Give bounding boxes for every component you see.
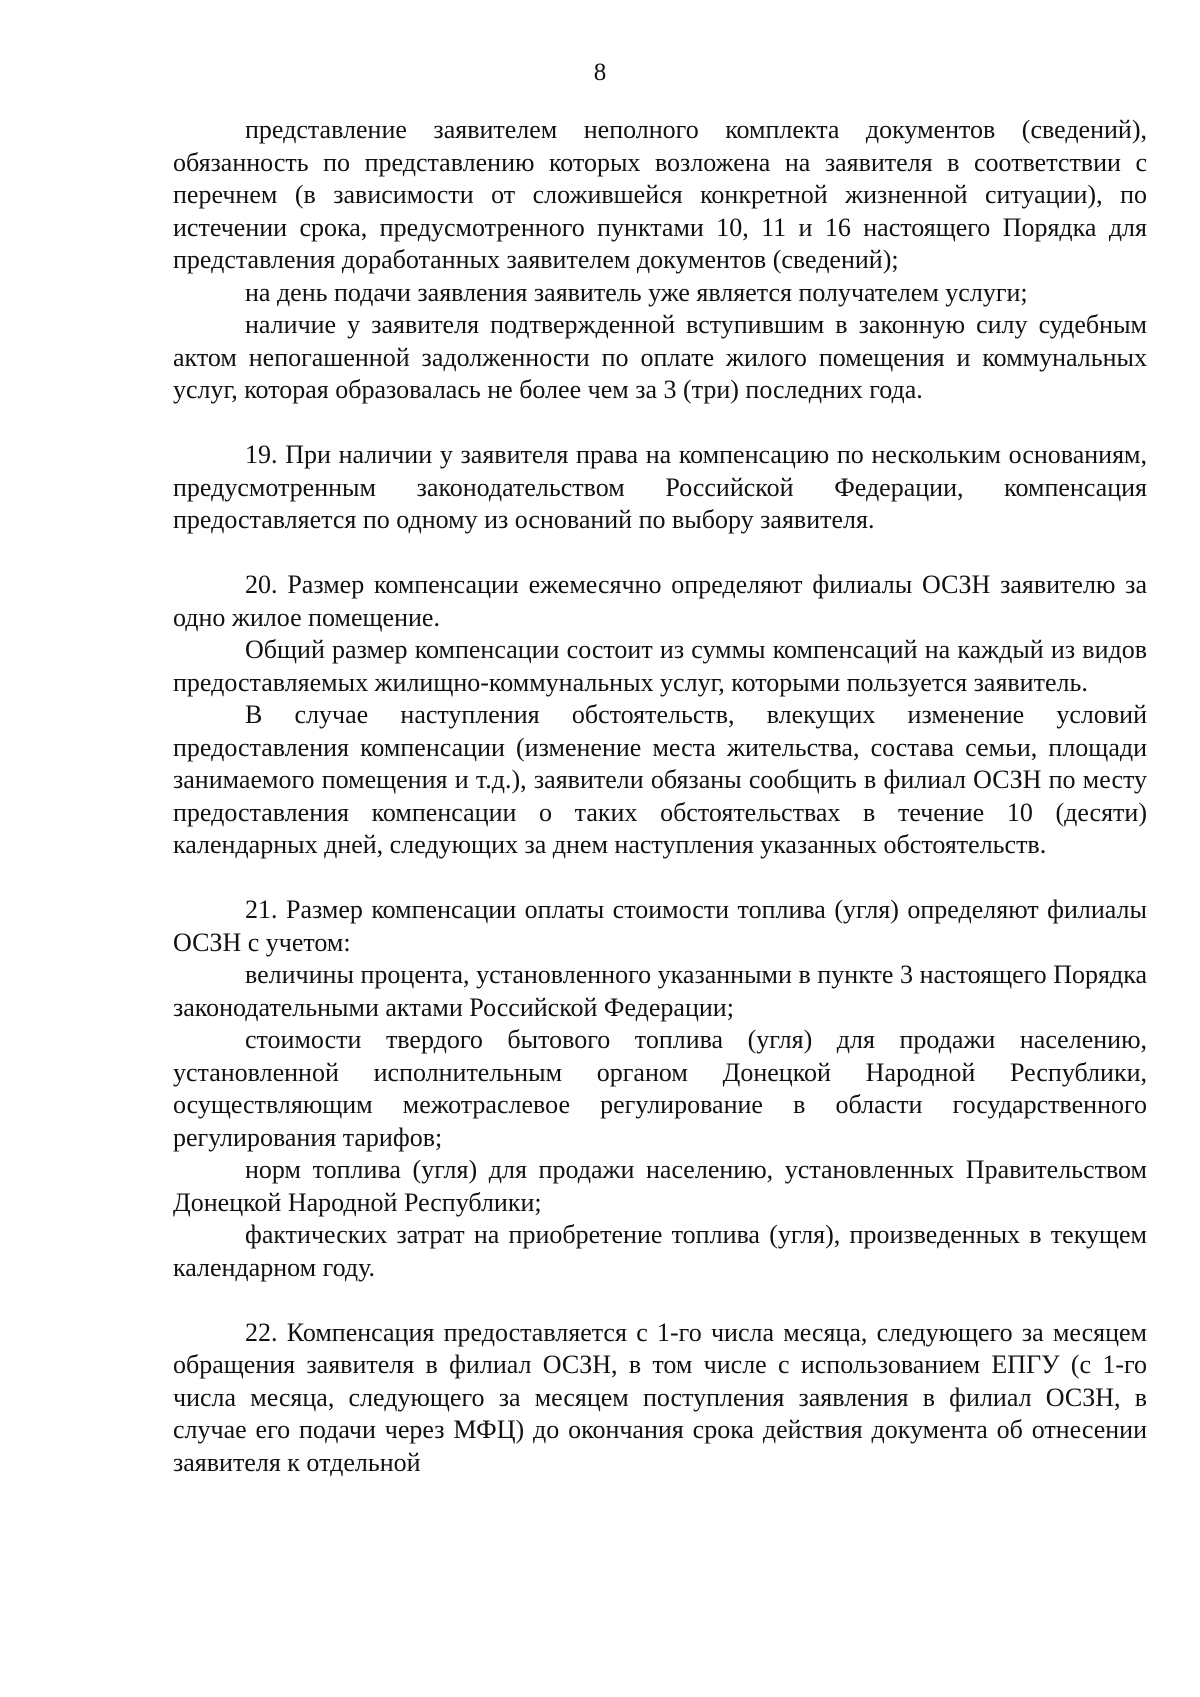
- paragraph: наличие у заявителя подтвержденной вступившим в законную силу судебным актом непогашенной задолженности по оплате жилого помещения и коммунальных услуг, которая образовалась не более чем за 3 (три) последних года.: [173, 310, 1147, 404]
- page-number: 8: [593, 59, 607, 86]
- paragraph: представление заявителем неполного комплекта документов (сведений), обязанность по представлению которых возложена на заявителя в соответствии с перечнем (в зависимости от сложившейся конкретной жизненной ситуации), по истечении срока, предусмотренного пунктами 10, 11 и 16 настоящего Порядка для представления доработанных заявителем документов (сведений);: [173, 115, 1147, 274]
- paragraph: стоимости твердого бытового топлива (угля) для продажи населению, установленной исполнительным органом Донецкой Народной Республики, осуществляющим межотраслевое регулирование в области государственного регулирования тарифов;: [173, 1025, 1147, 1152]
- paragraph: В случае наступления обстоятельств, влекущих изменение условий предоставления компенсации (изменение места жительства, состава семьи, площади занимаемого помещения и т.д.), заявители обязаны сообщить в филиал ОСЗН по месту предоставления компенсации о таких обстоятельствах в течение 10 (десяти) календарных дней, следующих за днем наступления указанных обстоятельств.: [173, 700, 1147, 859]
- paragraph: 20. Размер компенсации ежемесячно определяют филиалы ОСЗН заявителю за одно жилое помещение.: [173, 570, 1147, 632]
- paragraph: 21. Размер компенсации оплаты стоимости топлива (угля) определяют филиалы ОСЗН с учетом:: [173, 895, 1147, 957]
- document-body: [173, 114, 1147, 1479]
- paragraph: 19. При наличии у заявителя права на компенсацию по нескольким основаниям, предусмотренным законодательством Российской Федерации, компенсация предоставляется по одному из оснований по выбору заявителя.: [173, 440, 1147, 534]
- paragraph: на день подачи заявления заявитель уже является получателем услуги;: [245, 277, 1028, 307]
- paragraph: величины процента, установленного указанными в пункте 3 настоящего Порядка законодательными актами Российской Федерации;: [173, 960, 1147, 1022]
- paragraph: норм топлива (угля) для продажи населению, установленных Правительством Донецкой Народной Республики;: [173, 1155, 1147, 1217]
- paragraph: Общий размер компенсации состоит из суммы компенсаций на каждый из видов предоставляемых жилищно-коммунальных услуг, которыми пользуется заявитель.: [173, 635, 1147, 697]
- paragraph: 22. Компенсация предоставляется с 1-го числа месяца, следующего за месяцем обращения заявителя в филиал ОСЗН, в том числе с использованием ЕПГУ (с 1-го числа месяца, следующего за месяцем поступления заявления в филиал ОСЗН, в случае его подачи через МФЦ) до окончания срока действия документа об отнесении заявителя к отдельной: [173, 1317, 1147, 1477]
- paragraph: фактических затрат на приобретение топлива (угля), произведенных в текущем календарном году.: [173, 1220, 1147, 1282]
